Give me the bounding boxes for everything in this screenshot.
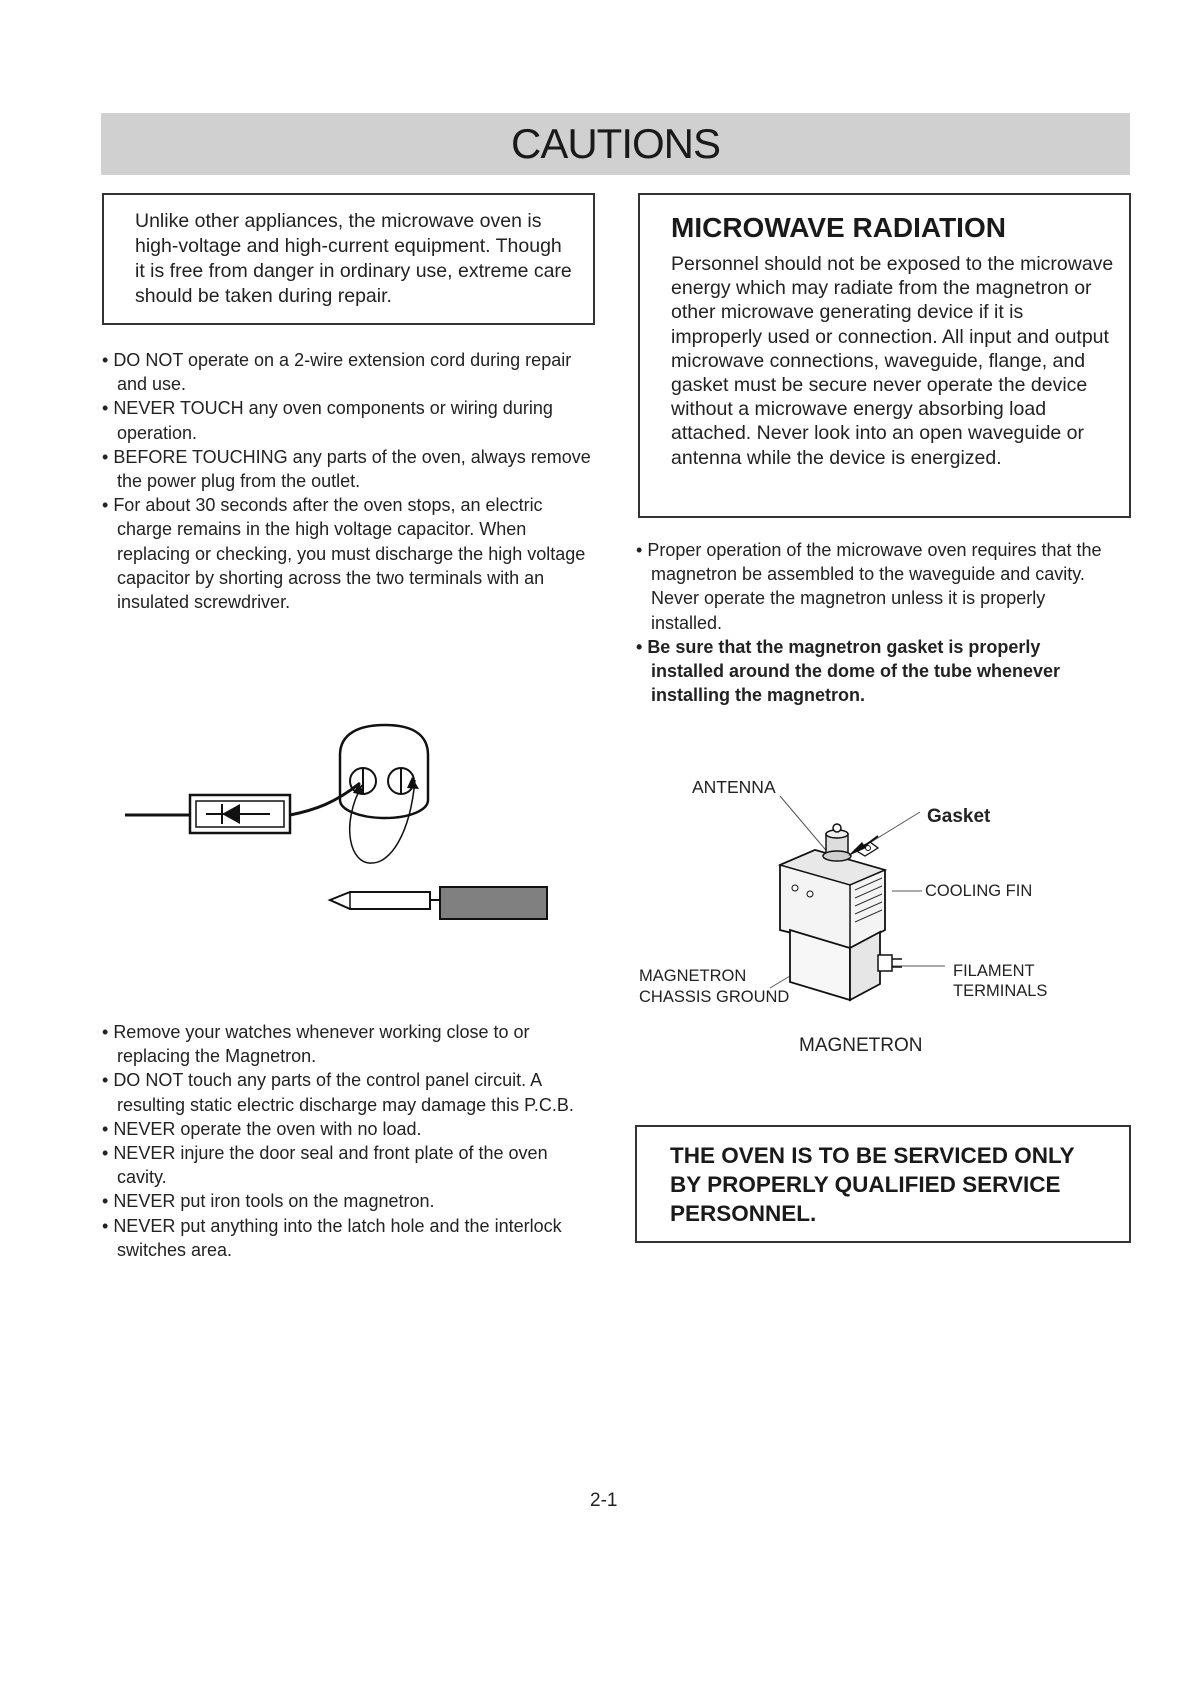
list-item: • BEFORE TOUCHING any parts of the oven, always remove the power plug from the outlet.: [102, 445, 597, 493]
microwave-radiation-box: [638, 193, 1131, 518]
service-text: THE OVEN IS TO BE SERVICED ONLY BY PROPERLY QUALIFIED SERVICE PERSONNEL.: [670, 1143, 1075, 1226]
list-item: • DO NOT operate on a 2-wire extension cord during repair and use.: [102, 348, 597, 396]
label-antenna: ANTENNA: [692, 777, 776, 797]
list-item: • DO NOT touch any parts of the control panel circuit. A resulting static electric discharge may damage this P.C.B.: [102, 1068, 597, 1116]
label-cooling-fin: COOLING FIN: [925, 882, 1033, 900]
list-item-emphasis: • Be sure that the magnetron gasket is properly installed around the dome of the tube whenever installing the magnetron.: [636, 635, 1111, 708]
list-item: • NEVER put iron tools on the magnetron.: [102, 1189, 597, 1213]
list-item: • NEVER TOUCH any oven components or wiring during operation.: [102, 396, 597, 444]
capacitor-discharge-icon: [110, 685, 560, 945]
lower-bullet-list: [102, 1020, 597, 1262]
label-gasket: Gasket: [927, 806, 991, 827]
right-bullet-list: [636, 538, 1111, 707]
list-item: • For about 30 seconds after the oven stops, an electric charge remains in the high voltage capacitor. When replacing or checking, you must discharge the high voltage capacitor by shorting across the two terminals with an insulated screwdriver.: [102, 493, 597, 614]
label-chassis-ground-1: MAGNETRON: [639, 967, 747, 985]
label-filament-1: FILAMENT: [953, 962, 1035, 980]
page-number: 2-1: [590, 1490, 618, 1511]
magnetron-caption: MAGNETRON: [799, 1035, 923, 1056]
page-title-bar: [101, 113, 1130, 175]
list-item: • Remove your watches whenever working close to or replacing the Magnetron.: [102, 1020, 597, 1068]
left-bullet-list: [102, 348, 597, 614]
radiation-heading: MICROWAVE RADIATION: [671, 212, 1006, 243]
capacitor-discharge-diagram: [110, 685, 560, 945]
list-item: • Proper operation of the microwave oven requires that the magnetron be assembled to the waveguide and cavity. Never operate the magnetron unless it is properly installed.: [636, 538, 1111, 635]
service-warning-box: [635, 1125, 1131, 1243]
label-filament-2: TERMINALS: [953, 982, 1048, 1000]
label-chassis-ground-2: CHASSIS GROUND: [639, 988, 790, 1006]
page-title: CAUTIONS: [510, 120, 720, 167]
intro-warning-box: [102, 193, 595, 325]
list-item: • NEVER injure the door seal and front plate of the oven cavity.: [102, 1141, 597, 1189]
radiation-text: Personnel should not be exposed to the microwave energy which may radiate from the magnetron or other microwave generating device if it is improperly used or connection. All input and output microwave connections, waveguide, flange, and gasket must be secure never operate the device without a microwave energy absorbing load attached. Never look into an open waveguide or antenna while the device is energized.: [671, 253, 1114, 469]
intro-text: Unlike other appliances, the microwave oven is high-voltage and high-current equipment. Though it is free from danger in ordinary use, extreme care should be taken during repair.: [135, 210, 572, 307]
list-item: • NEVER put anything into the latch hole and the interlock switches area.: [102, 1214, 597, 1262]
list-item: • NEVER operate the oven with no load.: [102, 1117, 597, 1141]
